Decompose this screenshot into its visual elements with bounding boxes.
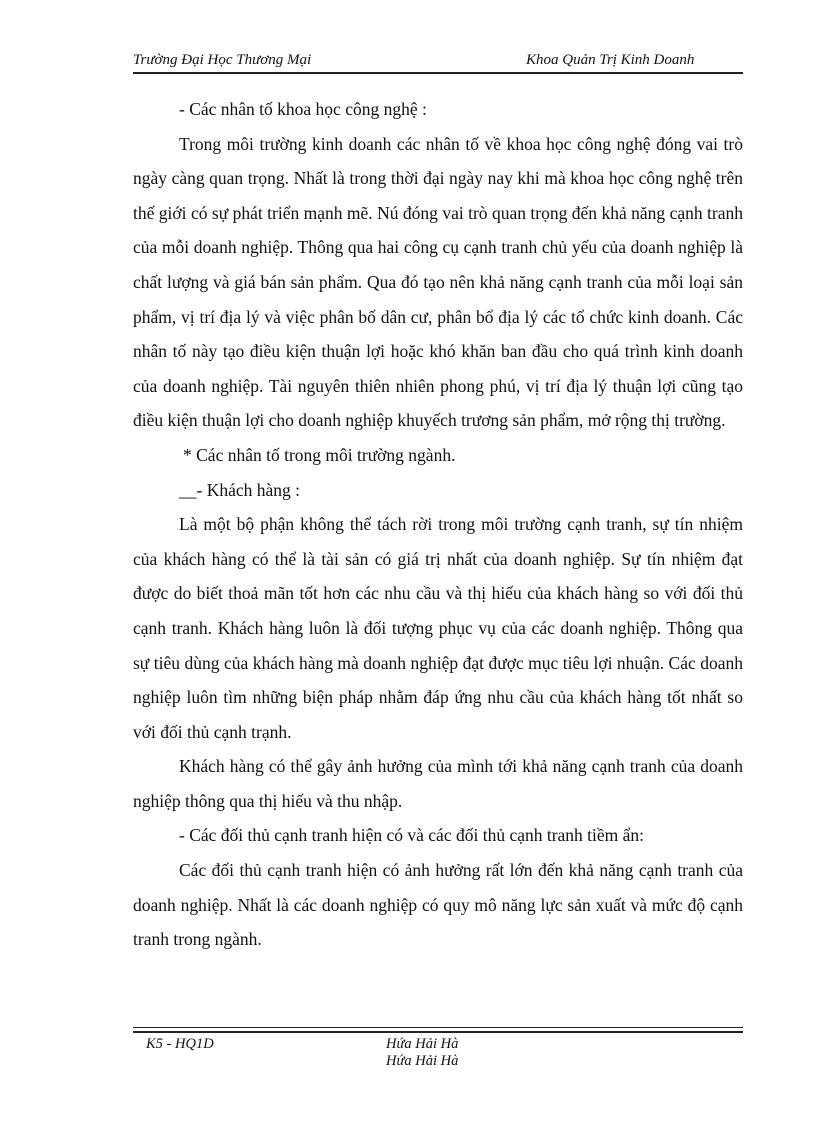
header-faculty-name: Khoa Quản Trị Kinh Doanh [526,52,695,68]
document-body [133,92,743,957]
paragraph-customers-1: Là một bộ phận không thể tách rời trong môi trường cạnh tranh, sự tín nhiệm của khách hàng có thể là tài sản có giá trị nhất của doanh nghiệp. Sự tín nhiệm đạt được do biết thoả mãn tốt hơn các nhu cầu và thị hiếu của khách hàng so với đối thủ cạnh tranh. Khách hàng luôn là đối tượng phục vụ của các doanh nghiệp. Thông qua sự tiêu dùng của khách hàng mà doanh nghiệp đạt được mục tiêu lợi nhuận. Các doanh nghiệp luôn tìm những biện pháp nhằm đáp ứng nhu cầu của khách hàng tốt nhất so với đối thủ cạnh trạnh. [133,514,743,742]
footer-author-name-repeat: Hứa Hải Hà [386,1053,459,1069]
paragraph-technology: Trong môi trường kinh doanh các nhân tố về khoa học công nghệ đóng vai trò ngày càng quan trọng. Nhất là trong thời đại ngày nay khi mà khoa học công nghệ trên thế giới có sự phát triển mạnh mẽ. Nú đóng vai trò quan trọng đến khả năng cạnh tranh của mỗi doanh nghiệp. Thông qua hai công cụ cạnh tranh chủ yếu của doanh nghiệp là chất lượng và giá bán sản phẩm. Qua đó tạo nên khả năng cạnh tranh của mỗi loại sản phẩm, vị trí địa lý và việc phân bố dân cư, phân bổ địa lý các tổ chức kinh doanh. Các nhân tố này tạo điều kiện thuận lợi hoặc khó khăn ban đầu cho quá trình kinh doanh của doanh nghiệp. Tài nguyên thiên nhiên phong phú, vị trí địa lý thuận lợi cũng tạo điều kiện thuận lợi cho doanh nghiệp khuyếch trương sản phẩm, mở rộng thị trường. [133,133,743,431]
header-divider [133,72,743,74]
paragraph-customers-2: Khách hàng có thể gây ảnh hưởng của mình tới khả năng cạnh tranh của doanh nghiệp thông qua thị hiếu và thu nhập. [133,756,743,811]
page-header [133,52,743,74]
footer-divider-thick [133,1031,743,1033]
footer-class-code: K5 - HQ1D [146,1036,214,1052]
footer-divider-thin [133,1027,743,1028]
page-footer [133,1036,743,1076]
header-school-name: Trường Đại Học Thương Mại [133,52,312,68]
section-heading-industry: * Các nhân tố trong môi trường ngành. [183,444,456,465]
footer-author-name: Hứa Hải Hà [386,1036,459,1052]
section-heading-competitors: - Các đối thủ cạnh tranh hiện có và các đối thủ cạnh tranh tiềm ẩn: [179,825,645,846]
paragraph-competitors: Các đối thủ cạnh tranh hiện có ảnh hưởng rất lớn đến khả năng cạnh tranh của doanh nghiệp. Nhất là các doanh nghiệp có quy mô năng lực sản xuất và mức độ cạnh tranh trong ngành. [133,860,743,950]
section-heading-technology: - Các nhân tố khoa học công nghệ : [179,99,427,119]
section-heading-customers: __- Khách hàng : [179,479,301,500]
